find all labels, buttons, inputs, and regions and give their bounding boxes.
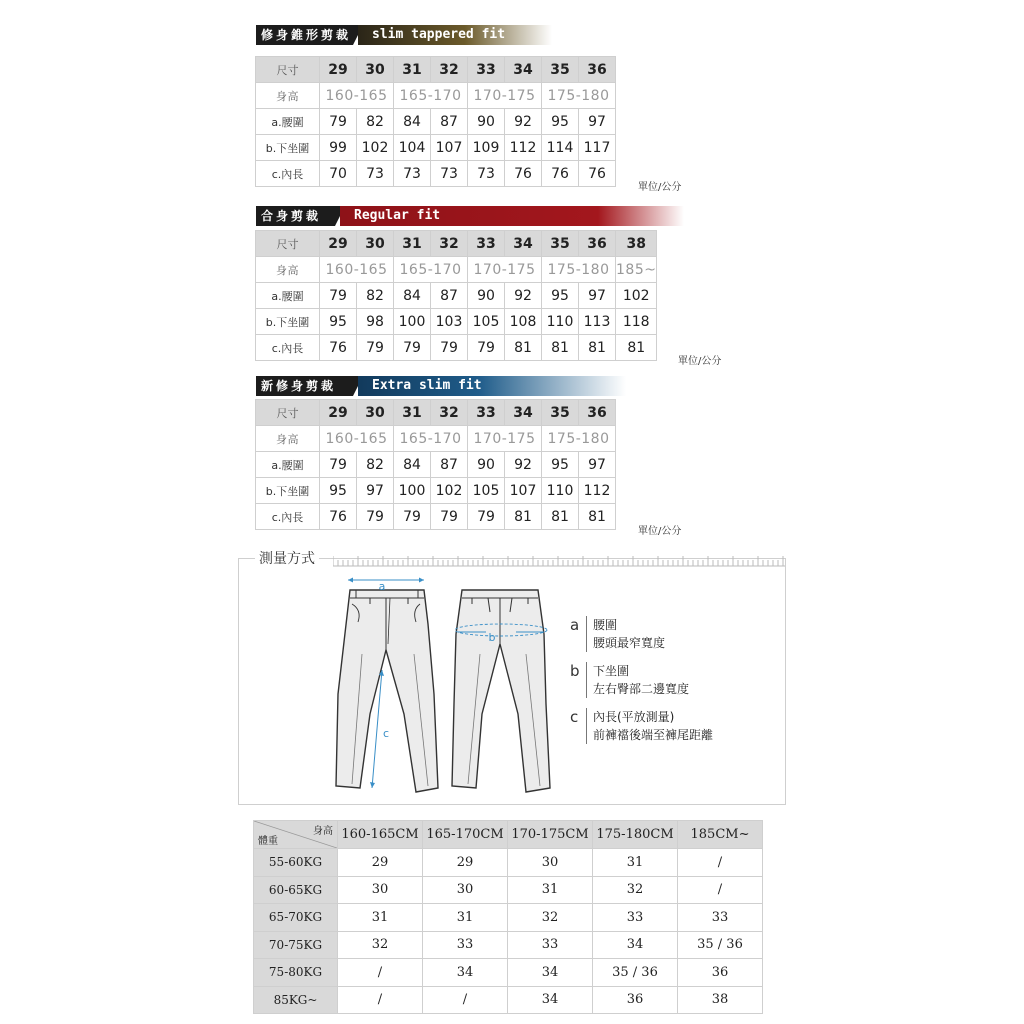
inseam-row-cell: 81 xyxy=(579,335,616,361)
inseam-row-label: c.內長 xyxy=(256,335,320,361)
hip-row-cell: 95 xyxy=(320,478,357,504)
guide-size-cell: 32 xyxy=(338,931,423,959)
inseam-row-cell: 76 xyxy=(542,161,579,187)
regular-fit-header xyxy=(256,206,684,226)
hip-row-cell: 103 xyxy=(431,309,468,335)
size-header-row xyxy=(256,400,616,426)
height-row xyxy=(256,257,657,283)
height-range-cell: 165-170 xyxy=(394,426,468,452)
size-cell: 29 xyxy=(320,231,357,257)
inseam-row-cell: 79 xyxy=(357,504,394,530)
size-cell: 32 xyxy=(431,57,468,83)
size-cell: 30 xyxy=(357,57,394,83)
hip-row-cell: 102 xyxy=(357,135,394,161)
guide-row xyxy=(254,876,763,904)
inseam-row-cell: 81 xyxy=(579,504,616,530)
hip-row-cell: 109 xyxy=(468,135,505,161)
size-cell: 31 xyxy=(394,57,431,83)
height-range-cell: 170-175 xyxy=(468,257,542,283)
waist-row-cell: 97 xyxy=(579,452,616,478)
hip-row-cell: 107 xyxy=(431,135,468,161)
inseam-row xyxy=(256,335,657,361)
waist-row-cell: 95 xyxy=(542,452,579,478)
height-range-cell: 185~ xyxy=(616,257,657,283)
size-header-row xyxy=(256,231,657,257)
hip-row-label: b.下坐圍 xyxy=(256,135,320,161)
guide-size-cell: 33 xyxy=(423,931,508,959)
waist-row-label: a.腰圍 xyxy=(256,452,320,478)
guide-size-cell: / xyxy=(338,959,423,987)
guide-size-cell: 34 xyxy=(423,959,508,987)
hip-row-cell: 110 xyxy=(542,478,579,504)
hip-row-cell: 105 xyxy=(468,309,505,335)
guide-size-cell: / xyxy=(678,849,763,877)
hip-row-cell: 99 xyxy=(320,135,357,161)
height-range-cell: 160-165 xyxy=(320,257,394,283)
guide-weight-label: 85KG~ xyxy=(254,986,338,1014)
size-row-label: 尺寸 xyxy=(256,400,320,426)
hip-row-cell: 98 xyxy=(357,309,394,335)
guide-column-header: 175-180CM xyxy=(593,821,678,849)
guide-row xyxy=(254,849,763,877)
waist-row-cell: 84 xyxy=(394,452,431,478)
guide-size-cell: 31 xyxy=(508,876,593,904)
size-row-label: 尺寸 xyxy=(256,57,320,83)
regular-fit-size-table xyxy=(255,230,657,361)
waist-row-cell: 92 xyxy=(505,452,542,478)
waist-row-cell: 84 xyxy=(394,109,431,135)
guide-size-cell: 36 xyxy=(678,959,763,987)
hip-row-cell: 108 xyxy=(505,309,542,335)
guide-size-cell: 30 xyxy=(423,876,508,904)
height-row-label: 身高 xyxy=(256,426,320,452)
guide-corner-height: 身高 xyxy=(313,826,333,837)
guide-size-cell: 34 xyxy=(508,986,593,1014)
hip-row xyxy=(256,478,616,504)
guide-size-cell: 33 xyxy=(508,931,593,959)
guide-row xyxy=(254,986,763,1014)
size-cell: 34 xyxy=(505,400,542,426)
hip-row-cell: 97 xyxy=(357,478,394,504)
waist-row-cell: 102 xyxy=(616,283,657,309)
inseam-row-cell: 73 xyxy=(394,161,431,187)
inseam-row-cell: 76 xyxy=(505,161,542,187)
slim-fit-title-cn: 修身錐形剪裁 xyxy=(256,25,353,45)
waist-row xyxy=(256,109,616,135)
guide-row xyxy=(254,931,763,959)
inseam-row xyxy=(256,161,616,187)
guide-row xyxy=(254,904,763,932)
height-range-cell: 165-170 xyxy=(394,83,468,109)
guide-size-cell: 31 xyxy=(593,849,678,877)
hip-row-cell: 112 xyxy=(579,478,616,504)
slim-fit-title-en: slim tappered fit xyxy=(358,25,552,45)
measure-label-a: a xyxy=(378,580,386,593)
inseam-row-cell: 76 xyxy=(320,335,357,361)
size-cell: 35 xyxy=(542,400,579,426)
measure-line-a xyxy=(348,578,424,583)
guide-size-cell: 30 xyxy=(338,876,423,904)
guide-column-header: 185CM~ xyxy=(678,821,763,849)
extra-slim-fit-title-cn: 新修身剪裁 xyxy=(256,376,353,396)
measurement-title: 測量方式 xyxy=(255,548,319,568)
hip-row-cell: 95 xyxy=(320,309,357,335)
legend-desc-c: 前褲襠後端至褲尾距離 xyxy=(593,728,714,742)
guide-size-cell: 29 xyxy=(338,849,423,877)
hip-row xyxy=(256,309,657,335)
hip-row-cell: 104 xyxy=(394,135,431,161)
waist-row-cell: 92 xyxy=(505,109,542,135)
inseam-row-label: c.內長 xyxy=(256,504,320,530)
guide-size-cell: 32 xyxy=(593,876,678,904)
inseam-row-cell: 79 xyxy=(468,335,505,361)
hip-row-cell: 113 xyxy=(579,309,616,335)
size-cell: 32 xyxy=(431,231,468,257)
inseam-row-cell: 76 xyxy=(320,504,357,530)
guide-size-cell: 31 xyxy=(423,904,508,932)
waist-row-cell: 90 xyxy=(468,452,505,478)
guide-size-cell: 35 / 36 xyxy=(593,959,678,987)
pants-diagram xyxy=(330,574,562,800)
hip-row-cell: 117 xyxy=(579,135,616,161)
waist-row-cell: 82 xyxy=(357,452,394,478)
guide-size-cell: 31 xyxy=(338,904,423,932)
height-range-cell: 170-175 xyxy=(468,426,542,452)
guide-weight-label: 75-80KG xyxy=(254,959,338,987)
size-cell: 34 xyxy=(505,231,542,257)
legend-name-a: 腰圍 xyxy=(593,618,618,632)
legend-text-a xyxy=(586,616,665,652)
hip-row-cell: 102 xyxy=(431,478,468,504)
measurement-ruler xyxy=(333,554,785,568)
waist-row-cell: 90 xyxy=(468,109,505,135)
hip-row-cell: 105 xyxy=(468,478,505,504)
extra-slim-fit-unit: 單位/公分 xyxy=(638,526,682,537)
hip-row-cell: 118 xyxy=(616,309,657,335)
hip-row-cell: 110 xyxy=(542,309,579,335)
size-row-label: 尺寸 xyxy=(256,231,320,257)
waist-row-label: a.腰圍 xyxy=(256,109,320,135)
extra-slim-fit-title-en: Extra slim fit xyxy=(358,376,626,396)
guide-size-cell: 33 xyxy=(593,904,678,932)
size-cell: 31 xyxy=(394,231,431,257)
pants-front-illustration xyxy=(336,590,438,792)
size-cell: 33 xyxy=(468,400,505,426)
waist-row xyxy=(256,452,616,478)
size-cell: 35 xyxy=(542,57,579,83)
size-cell: 36 xyxy=(579,400,616,426)
height-row-label: 身高 xyxy=(256,257,320,283)
inseam-row-cell: 81 xyxy=(505,504,542,530)
inseam-row-cell: 81 xyxy=(505,335,542,361)
guide-size-cell: / xyxy=(338,986,423,1014)
inseam-row-cell: 70 xyxy=(320,161,357,187)
slim-fit-unit: 單位/公分 xyxy=(638,182,682,193)
inseam-row-cell: 79 xyxy=(394,504,431,530)
guide-size-cell: 36 xyxy=(593,986,678,1014)
legend-text-c xyxy=(586,708,713,744)
waist-row-label: a.腰圍 xyxy=(256,283,320,309)
waist-row-cell: 92 xyxy=(505,283,542,309)
guide-size-cell: 35 / 36 xyxy=(678,931,763,959)
size-cell: 33 xyxy=(468,231,505,257)
waist-row-cell: 82 xyxy=(357,283,394,309)
guide-size-cell: 34 xyxy=(508,959,593,987)
waist-row-cell: 97 xyxy=(579,109,616,135)
inseam-row-cell: 73 xyxy=(357,161,394,187)
height-range-cell: 160-165 xyxy=(320,83,394,109)
waist-row-cell: 97 xyxy=(579,283,616,309)
size-cell: 35 xyxy=(542,231,579,257)
height-row xyxy=(256,426,616,452)
guide-size-cell: 34 xyxy=(593,931,678,959)
waist-row-cell: 79 xyxy=(320,452,357,478)
guide-size-cell: / xyxy=(423,986,508,1014)
slim-fit-size-table xyxy=(255,56,616,187)
guide-size-cell: 32 xyxy=(508,904,593,932)
inseam-row xyxy=(256,504,616,530)
legend-name-b: 下坐圍 xyxy=(593,664,630,678)
hip-row-cell: 100 xyxy=(394,478,431,504)
height-row-label: 身高 xyxy=(256,83,320,109)
size-cell: 29 xyxy=(320,57,357,83)
height-range-cell: 165-170 xyxy=(394,257,468,283)
inseam-row-cell: 81 xyxy=(542,504,579,530)
waist-row-cell: 82 xyxy=(357,109,394,135)
guide-weight-label: 65-70KG xyxy=(254,904,338,932)
legend-text-b xyxy=(586,662,689,698)
hip-row-cell: 100 xyxy=(394,309,431,335)
extra-slim-fit-size-table xyxy=(255,399,616,530)
waist-row-cell: 79 xyxy=(320,109,357,135)
legend-key-a: a xyxy=(570,616,580,634)
height-range-cell: 175-180 xyxy=(542,83,616,109)
guide-size-cell: 30 xyxy=(508,849,593,877)
regular-fit-title-en: Regular fit xyxy=(340,206,684,226)
inseam-row-cell: 79 xyxy=(394,335,431,361)
height-range-cell: 175-180 xyxy=(542,257,616,283)
size-cell: 33 xyxy=(468,57,505,83)
size-recommendation-table xyxy=(253,820,763,1014)
slim-fit-header xyxy=(256,25,551,45)
guide-weight-label: 60-65KG xyxy=(254,876,338,904)
guide-header-row xyxy=(254,821,763,849)
waist-row-cell: 84 xyxy=(394,283,431,309)
guide-column-header: 165-170CM xyxy=(423,821,508,849)
inseam-row-cell: 81 xyxy=(542,335,579,361)
inseam-row-cell: 79 xyxy=(431,504,468,530)
inseam-row-cell: 73 xyxy=(431,161,468,187)
guide-column-header: 160-165CM xyxy=(338,821,423,849)
inseam-row-cell: 81 xyxy=(616,335,657,361)
pants-back-illustration xyxy=(452,590,550,792)
size-cell: 30 xyxy=(357,231,394,257)
height-range-cell: 160-165 xyxy=(320,426,394,452)
regular-fit-unit: 單位/公分 xyxy=(678,356,722,367)
hip-row-cell: 112 xyxy=(505,135,542,161)
inseam-row-cell: 79 xyxy=(468,504,505,530)
guide-size-cell: 29 xyxy=(423,849,508,877)
size-cell: 30 xyxy=(357,400,394,426)
guide-corner-weight: 體重 xyxy=(258,836,278,847)
guide-weight-label: 70-75KG xyxy=(254,931,338,959)
size-cell: 38 xyxy=(616,231,657,257)
legend-key-b: b xyxy=(570,662,580,680)
guide-weight-label: 55-60KG xyxy=(254,849,338,877)
hip-row xyxy=(256,135,616,161)
measure-label-c: c xyxy=(382,727,390,740)
legend-desc-a: 腰頭最窄寬度 xyxy=(593,636,666,650)
waist-row xyxy=(256,283,657,309)
size-cell: 32 xyxy=(431,400,468,426)
waist-row-cell: 79 xyxy=(320,283,357,309)
guide-column-header: 170-175CM xyxy=(508,821,593,849)
legend-desc-b: 左右臀部二邊寬度 xyxy=(593,682,690,696)
measure-label-b: b xyxy=(488,631,496,644)
waist-row-cell: 87 xyxy=(431,283,468,309)
waist-row-cell: 90 xyxy=(468,283,505,309)
height-range-cell: 170-175 xyxy=(468,83,542,109)
size-cell: 29 xyxy=(320,400,357,426)
size-cell: 36 xyxy=(579,231,616,257)
waist-row-cell: 87 xyxy=(431,452,468,478)
waist-row-cell: 95 xyxy=(542,109,579,135)
waist-row-cell: 95 xyxy=(542,283,579,309)
waist-row-cell: 87 xyxy=(431,109,468,135)
inseam-row-cell: 73 xyxy=(468,161,505,187)
guide-size-cell: / xyxy=(678,876,763,904)
height-row xyxy=(256,83,616,109)
hip-row-label: b.下坐圍 xyxy=(256,309,320,335)
legend-key-c: c xyxy=(570,708,579,726)
legend-name-c: 內長(平放測量) xyxy=(593,710,675,724)
guide-size-cell: 38 xyxy=(678,986,763,1014)
hip-row-cell: 107 xyxy=(505,478,542,504)
size-cell: 36 xyxy=(579,57,616,83)
size-cell: 34 xyxy=(505,57,542,83)
hip-row-cell: 114 xyxy=(542,135,579,161)
guide-row xyxy=(254,959,763,987)
inseam-row-cell: 79 xyxy=(357,335,394,361)
size-cell: 31 xyxy=(394,400,431,426)
regular-fit-title-cn: 合身剪裁 xyxy=(256,206,335,226)
extra-slim-fit-header xyxy=(256,376,624,396)
size-header-row xyxy=(256,57,616,83)
inseam-row-cell: 79 xyxy=(431,335,468,361)
height-range-cell: 175-180 xyxy=(542,426,616,452)
inseam-row-label: c.內長 xyxy=(256,161,320,187)
guide-corner-cell xyxy=(254,821,338,849)
hip-row-label: b.下坐圍 xyxy=(256,478,320,504)
guide-size-cell: 33 xyxy=(678,904,763,932)
inseam-row-cell: 76 xyxy=(579,161,616,187)
